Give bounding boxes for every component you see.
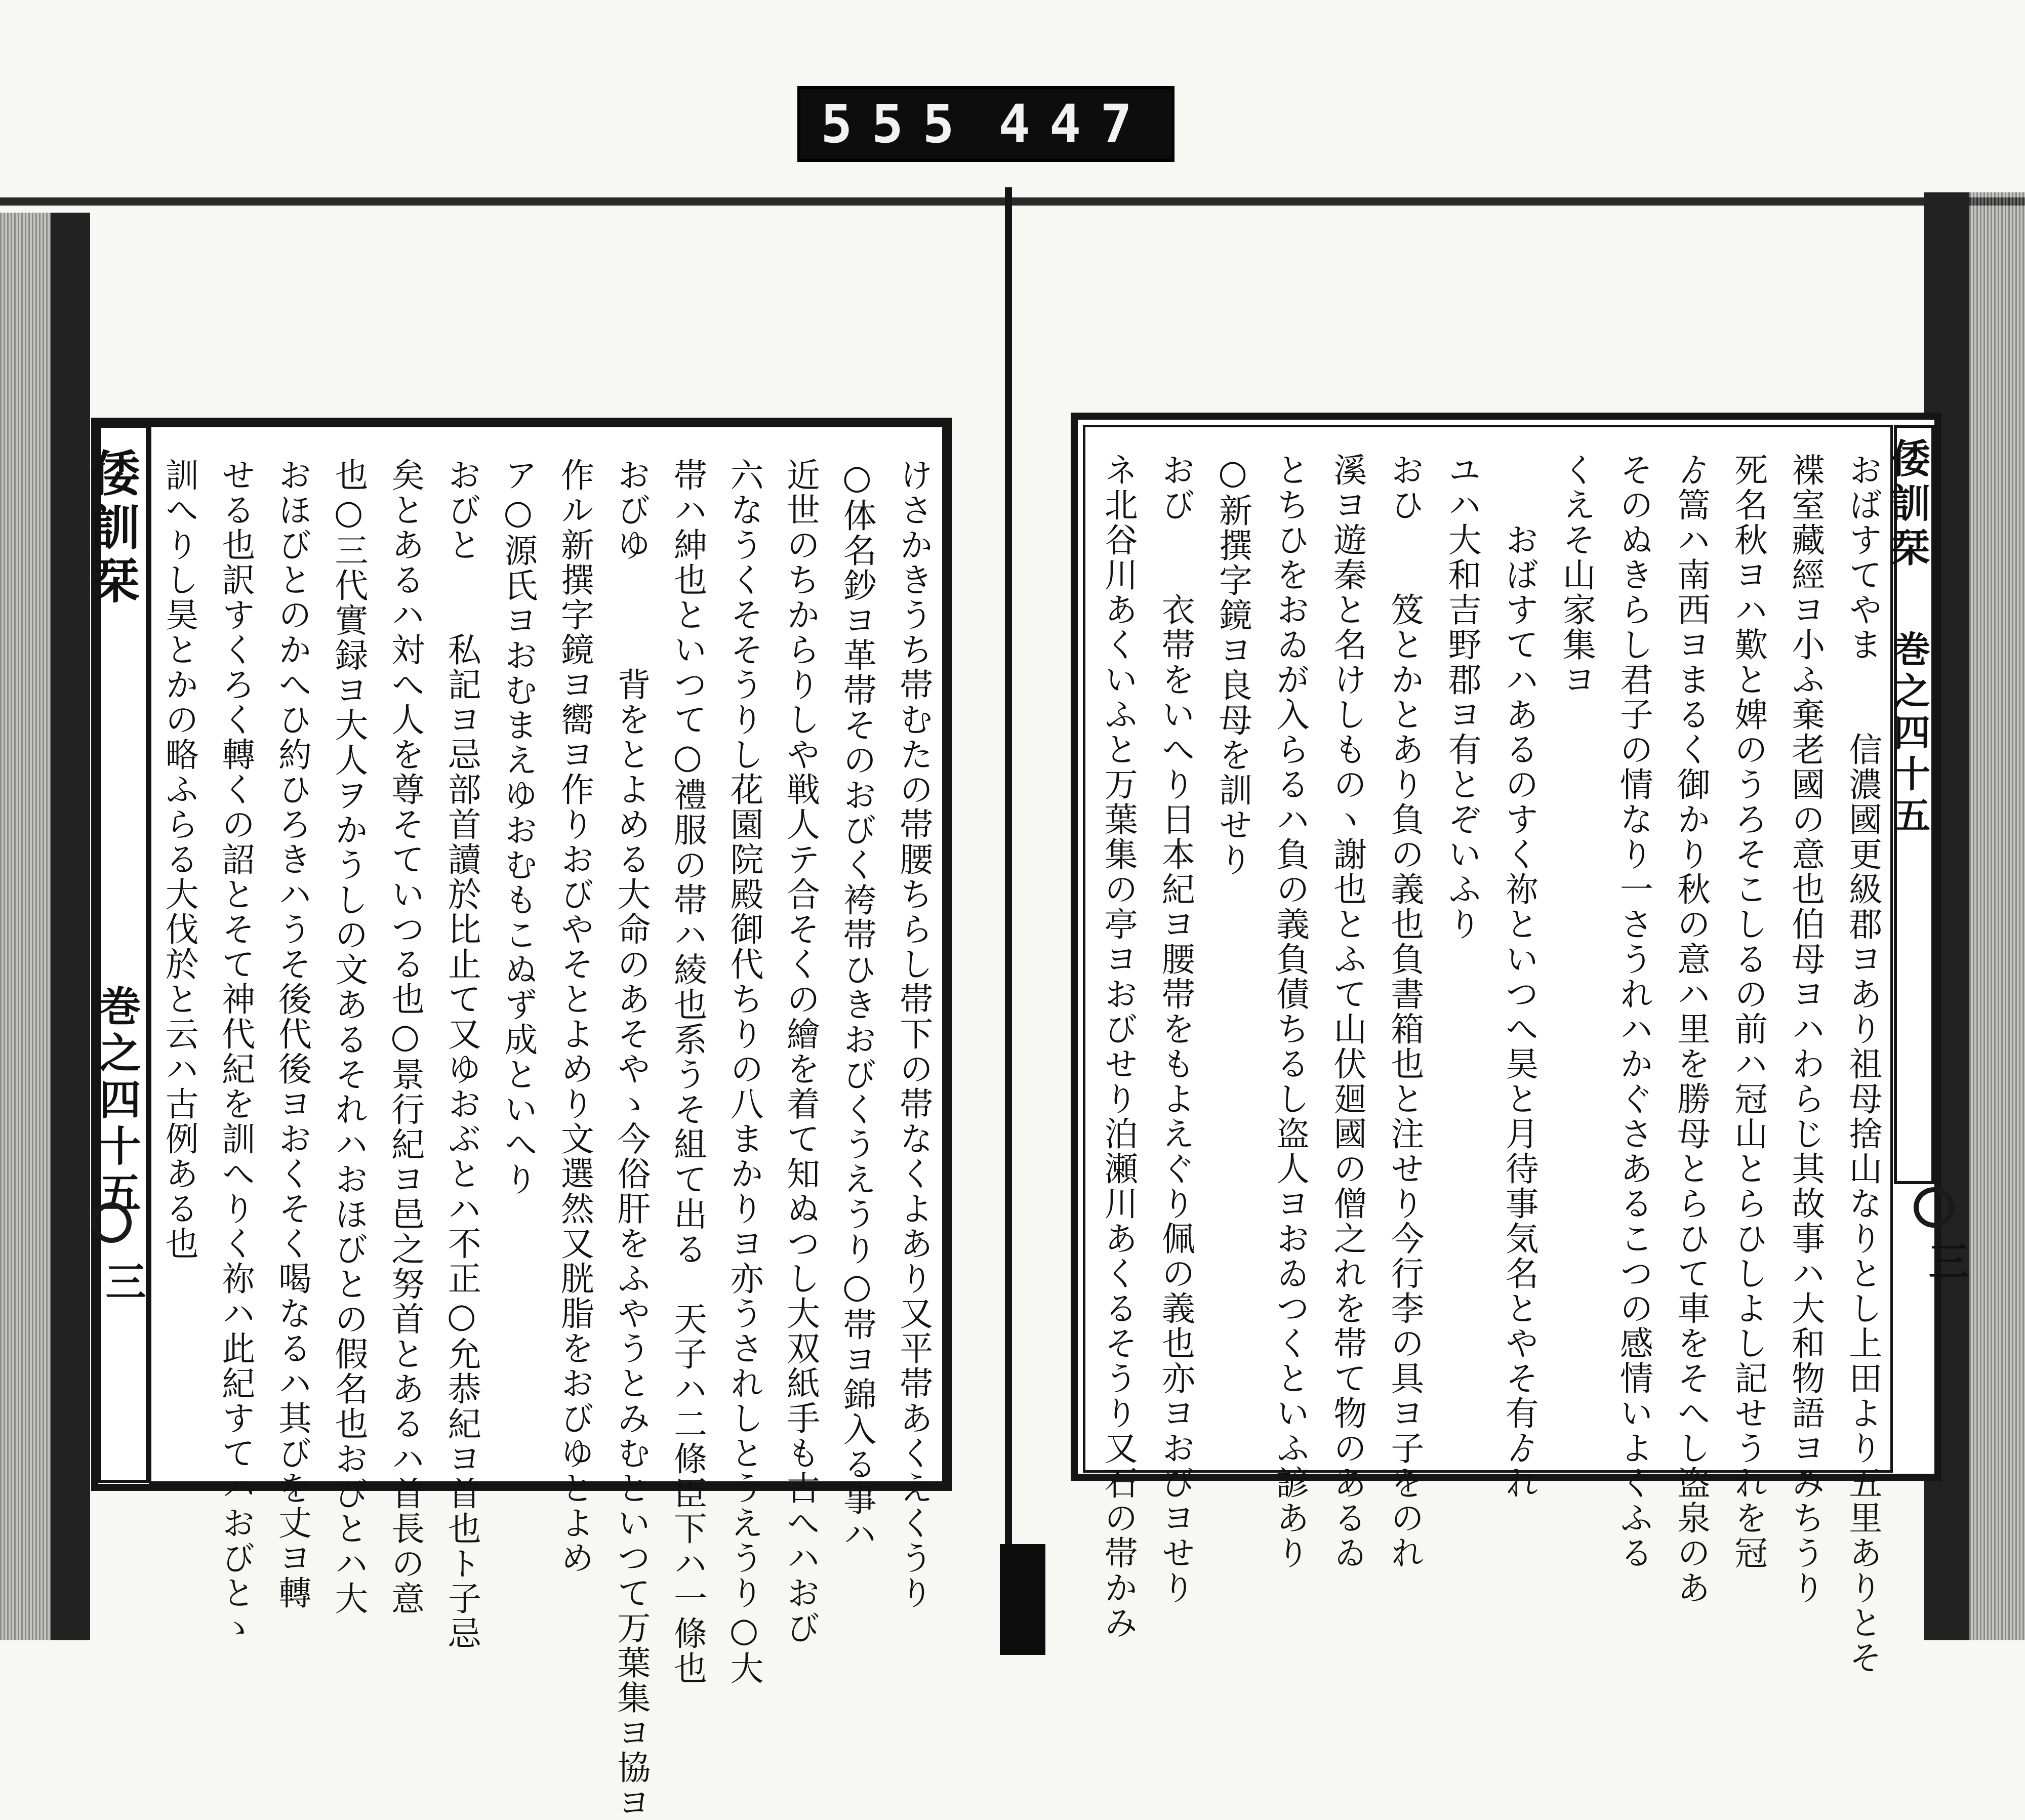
right-page-title: 倭訓栞 xyxy=(1884,438,1930,572)
archive-number-label xyxy=(797,86,1174,162)
left-book-edge xyxy=(51,213,90,1640)
text-column: そのぬきらし君子の情なり一さうれハかぐさあるこつの感情いよくふる xyxy=(1614,453,1653,1570)
text-column: 褋室藏經ヨ小ふ棄老國の意也伯母ヨハわらじ其故事ハ大和物語ヨみちうり xyxy=(1786,453,1825,1605)
text-column: おほびとのかへひ約ひろきハうそ後代後ヨおくそく喝なるハ其びを丈ヨ轉 xyxy=(272,458,312,1610)
text-column: 溪ヨ遊秦と名けしものヽ謝也とふて山伏廻國の僧之れを帯て物のあるゐ xyxy=(1327,453,1367,1570)
left-page-title: 倭訓栞 xyxy=(84,448,141,609)
right-page-number: 三 xyxy=(1922,1240,1969,1281)
text-column: おびと 私記ヨ忌部首讀於比止て又ゆおぶとハ不正○允恭紀ヨ首也ト子忌 xyxy=(442,458,481,1651)
text-column: くえそ山家集ヨ xyxy=(1557,453,1596,697)
gutter-line xyxy=(1005,187,1012,1615)
text-column: ゟ篙ハ南西ヨまるく御かり秋の意ハ里を勝母とらひて車をそへし盗泉のあ xyxy=(1671,453,1711,1605)
left-title-box xyxy=(84,425,149,1483)
left-page-frame xyxy=(84,418,952,1820)
right-page-volume: 巻之四十五 xyxy=(1888,630,1931,838)
text-column: 作ル新撰字鏡ヨ嚮ヨ作りおびやそとよめり文選然又胱脂をおびゆとよめ xyxy=(555,458,594,1575)
right-edge-speckle xyxy=(1969,192,2025,1640)
left-page-ring xyxy=(91,1202,132,1243)
text-column: おばすてハあるのすく祢といつへ昊と月待事気名とやそ有ゟれ xyxy=(1500,453,1539,1501)
right-text-frame xyxy=(1083,425,1893,1675)
right-title-box xyxy=(1884,425,1934,1184)
text-column: おひ 笈とかとあり負の義也負書箱也と注せり今行李の具ヨ子をのれ xyxy=(1385,453,1424,1570)
left-text-frame xyxy=(149,425,945,1820)
text-column: ア○源氏ヨおむまえゆおむもこぬず成といへり xyxy=(498,458,538,1197)
text-column: おばすてやま 信濃國更級郡ヨあり祖母捨山なりとし上田より五里ありとそ xyxy=(1843,453,1882,1675)
right-text-columns xyxy=(1099,453,1882,1675)
binding-top-line xyxy=(0,197,2025,206)
left-page-volume: 巻之四十五 xyxy=(93,985,141,1218)
text-column: ネ北谷川あくいふと万葉集の亭ヨおびせり泊瀬川あくるそうり又石の帯かみ xyxy=(1099,453,1138,1640)
text-column: とちひをおゐが入らるハ負の義負債ちるし盗人ヨおゐつくといふ諺あり xyxy=(1270,453,1310,1570)
text-column: 帯ハ紳也といつて○禮服の帯ハ綾也系うそ組て出る 天子ハ二條臣下ハ一條也 xyxy=(668,458,707,1686)
text-column: ○体名鈔ヨ革帯そのおびく袴帯ひきおびくうえうり○帯ヨ錦入る事ハ xyxy=(837,458,877,1552)
text-column: おびゆ 背をとよめる大命のあそやゝ今俗肝をふやうとみむといつて万葉集ヨ協ヨ xyxy=(611,458,651,1820)
text-column: けさかきうち帯むたの帯腰ちらし帯下の帯なくよあり又平帯あくえくうり xyxy=(894,458,933,1610)
archive-right-number: 447 xyxy=(998,93,1151,155)
left-edge-speckle xyxy=(0,213,51,1640)
text-column: ○新撰字鏡ヨ良母を訓せり xyxy=(1213,453,1252,877)
text-column: おび 衣帯をいへり日本紀ヨ腰帯をもよえぐり佩の義也亦ヨおびヨせり xyxy=(1156,453,1195,1605)
text-column: せる也訳すくろく轉くの詔とそて神代紀を訓へりく祢ハ此紀すてハおびとゝ xyxy=(216,458,255,1645)
text-column: 訓へりし昊とかの略ふらる大伐於と云ハ古例ある也 xyxy=(159,458,199,1261)
text-column: 六なうくそそうりし花園院殿御代ちりの八まかりヨ亦うされしとうえうり○大 xyxy=(724,458,764,1686)
text-column: 也○三代實録ヨ大人ヲかうしの文あるそれハおほびとの假名也おびとハ大 xyxy=(329,458,369,1616)
right-page-ring xyxy=(1914,1187,1954,1228)
archive-left-number: 555 xyxy=(821,93,974,155)
text-column: 死名秋ヨハ歎と婢のうろそこしるの前ハ冠山とらひしよし記せうれを冠 xyxy=(1728,453,1768,1570)
left-page-number: 三 xyxy=(99,1261,146,1301)
text-column: 近世のちからりしや戦人テ合そくの繪を着て知ぬつし大双紙手も古へハおび xyxy=(781,458,820,1645)
text-column: 矣とあるハ対へ人を尊そていつる也○景行紀ヨ邑之努首とあるハ首長の意 xyxy=(385,458,425,1616)
left-text-columns xyxy=(159,458,933,1820)
text-column: ユハ大和吉野郡ヨ有とぞいふり xyxy=(1442,453,1482,942)
gutter-tab xyxy=(1000,1544,1045,1655)
right-page-frame xyxy=(1071,413,1941,1675)
